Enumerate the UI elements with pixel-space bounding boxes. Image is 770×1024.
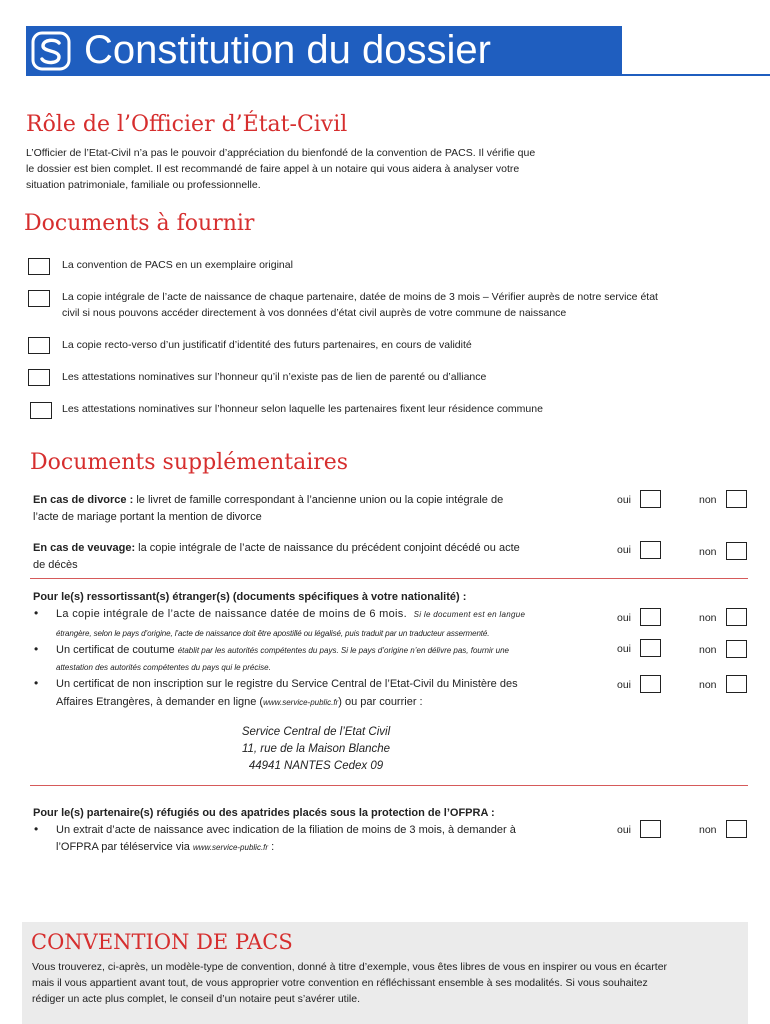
no-checkbox[interactable] xyxy=(726,490,747,508)
header-rule xyxy=(622,74,770,76)
divorce-label: En cas de divorce : xyxy=(33,494,134,506)
role-line: le dossier est bien complet. Il est recommandé de faire appel à un notaire qui vous aidera à analyser votre xyxy=(26,163,520,175)
widowhood-text: En cas de veuvage: la copie intégrale de l’acte de naissance du précédent conjoint décédé ou acte de décès xyxy=(33,542,520,571)
yes-label: oui xyxy=(617,824,632,836)
yes-checkbox[interactable] xyxy=(640,490,661,508)
supplementary-heading: Documents supplémentaires xyxy=(30,450,349,475)
checkbox[interactable] xyxy=(28,290,50,307)
convention-heading: CONVENTION DE PACS xyxy=(31,930,293,954)
checkbox[interactable] xyxy=(28,258,50,275)
no-label: non xyxy=(699,679,717,691)
role-line: situation patrimoniale, familiale ou professionnelle. xyxy=(26,179,261,191)
foreign-item-2-note: attestation des autorités compétentes du pays qui le précise. xyxy=(56,663,271,672)
section-divider xyxy=(30,785,748,786)
yes-label: oui xyxy=(617,494,632,506)
checkbox[interactable] xyxy=(28,369,50,386)
no-checkbox[interactable] xyxy=(726,608,747,626)
no-checkbox[interactable] xyxy=(726,640,747,658)
role-line: L’Officier de l’Etat-Civil n’a pas le pouvoir d’appréciation du bienfondé de la convention de PACS. Il vérifie que xyxy=(26,147,536,159)
convention-line: mais il vous appartient avant tout, de vous approprier votre convention en réfléchissant ensemble à ses modalités. Si vous souhaitez xyxy=(32,977,648,989)
yes-label: oui xyxy=(617,679,632,691)
s-logo-icon xyxy=(30,30,72,72)
yes-checkbox[interactable] xyxy=(640,675,661,693)
foreign-item-3: Un certificat de non inscription sur le registre du Service Central de l’Etat-Civil du Ministère des Affaires Etrangères, à demander en ligne (www.service-public.fr) ou par courrier : xyxy=(56,678,518,708)
yes-label: oui xyxy=(617,612,632,624)
refugee-heading: Pour le(s) partenaire(s) réfugiés ou des apatrides placés sous la protection de l’OFPRA : xyxy=(33,807,495,819)
section-divider xyxy=(30,578,748,579)
refugee-item: Un extrait d’acte de naissance avec indication de la filiation de moins de 3 mois, à demander à l’OFPRA par téléservice via www.service-public.fr : xyxy=(56,824,516,853)
bullet: • xyxy=(34,676,39,690)
bullet: • xyxy=(34,822,39,836)
document-item-text: civil si nous pouvons accéder directement à vos données d’état civil auprès de votre commune de naissance xyxy=(62,307,567,319)
no-label: non xyxy=(699,612,717,624)
convention-paragraph xyxy=(32,959,746,1007)
documents-heading: Documents à fournir xyxy=(24,211,255,236)
yes-label: oui xyxy=(617,643,632,655)
yes-checkbox[interactable] xyxy=(640,608,661,626)
bullet: • xyxy=(34,606,39,620)
checkbox[interactable] xyxy=(28,337,50,354)
foreign-heading: Pour le(s) ressortissant(s) étranger(s) (documents spécifiques à votre nationalité) : xyxy=(33,591,467,603)
document-item-text: La copie intégrale de l’acte de naissance de chaque partenaire, datée de moins de 3 mois – Vérifier auprès de notre service état xyxy=(62,291,658,303)
no-label: non xyxy=(699,824,717,836)
no-checkbox[interactable] xyxy=(726,675,747,693)
service-public-link[interactable]: www.service-public.fr xyxy=(263,698,339,707)
no-checkbox[interactable] xyxy=(726,820,747,838)
foreign-item-2: Un certificat de coutume établit par les autorités compétentes du pays. Si le pays d’origine n’en délivre pas, fournir une xyxy=(56,644,509,656)
role-heading: Rôle de l’Officier d’État-Civil xyxy=(26,112,348,137)
document-item-text: La convention de PACS en un exemplaire original xyxy=(62,259,293,271)
document-item-text: Les attestations nominatives sur l’honneur selon laquelle les partenaires fixent leur résidence commune xyxy=(62,403,543,415)
foreign-item-1-note: étrangère, selon le pays d’origine, l’acte de naissance doit être apostillé ou légalisé, puis traduit par un traducteur assermenté. xyxy=(56,629,490,638)
convention-line: Vous trouverez, ci-après, un modèle-type de convention, donné à titre d’exemple, vous êtes libres de vous en inspirer ou vous en écarter xyxy=(32,961,668,973)
convention-line: rédiger un acte plus complet, le conseil d’un notaire peut s’avérer utile. xyxy=(32,993,361,1005)
role-paragraph xyxy=(26,145,535,193)
foreign-item-1: La copie intégrale de l’acte de naissance datée de moins de 6 mois. Si le document est en langue xyxy=(56,608,526,620)
yes-checkbox[interactable] xyxy=(640,541,661,559)
widowhood-label: En cas de veuvage: xyxy=(33,542,136,554)
checkbox[interactable] xyxy=(30,402,52,419)
no-checkbox[interactable] xyxy=(726,542,747,560)
no-label: non xyxy=(699,494,717,506)
yes-checkbox[interactable] xyxy=(640,820,661,838)
yes-checkbox[interactable] xyxy=(640,639,661,657)
bullet: • xyxy=(34,642,39,656)
no-label: non xyxy=(699,546,717,558)
divorce-text: En cas de divorce : le livret de famille correspondant à l’ancienne union ou la copie intégrale de l’acte de mariage portant la mention de divorce xyxy=(33,494,504,523)
service-public-link[interactable]: www.service-public.fr xyxy=(192,843,269,852)
document-item-text: Les attestations nominatives sur l’honneur qu’il n’existe pas de lien de parenté ou d’alliance xyxy=(62,371,487,383)
document-item-text: La copie recto-verso d’un justificatif d’identité des futurs partenaires, en cours de validité xyxy=(62,339,472,351)
mailing-address: Service Central de l’Etat Civil 11, rue de la Maison Blanche 44941 NANTES Cedex 09 xyxy=(241,726,391,772)
no-label: non xyxy=(699,644,717,656)
yes-label: oui xyxy=(617,544,632,556)
page-title: Constitution du dossier xyxy=(84,28,491,72)
